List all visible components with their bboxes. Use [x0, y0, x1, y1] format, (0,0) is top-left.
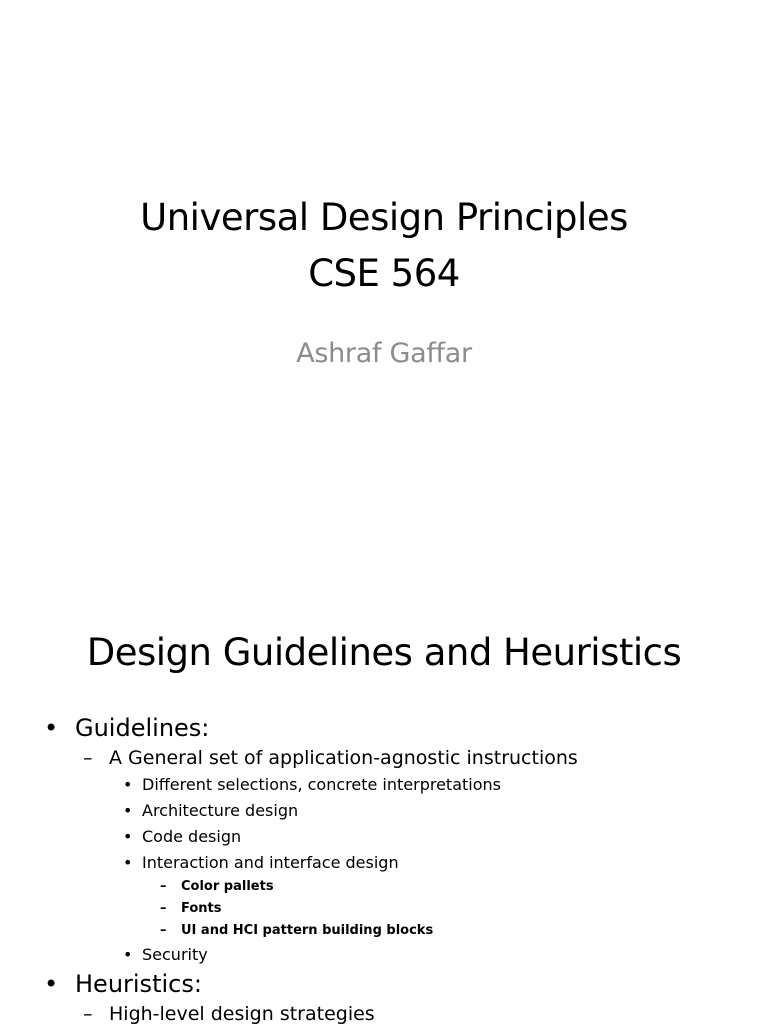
content-slide — [0, 576, 768, 1024]
slide-title: Design Guidelines and Heuristics — [86, 631, 682, 674]
list-item-guidelines — [0, 712, 768, 744]
list-item-label: A General set of application-agnostic instructions — [109, 747, 578, 769]
list-item-label: Interaction and interface design — [142, 853, 399, 872]
list-item-heuristics-definition — [0, 1000, 768, 1024]
bullet-icon: • — [123, 801, 133, 820]
dash-icon: – — [83, 1003, 93, 1024]
dash-icon: – — [83, 747, 93, 769]
bullet-icon: • — [123, 853, 133, 872]
list-item-fonts — [0, 898, 768, 920]
list-item-label: Guidelines: — [75, 714, 210, 742]
list-item-label: High-level design strategies — [109, 1003, 375, 1024]
list-item-label: Architecture design — [142, 801, 299, 820]
dash-icon: – — [160, 901, 167, 916]
list-item-label: Different selections, concrete interpretations — [142, 775, 501, 794]
list-item-security — [0, 942, 768, 968]
list-item-architecture — [0, 798, 768, 824]
list-item-label: Security — [142, 945, 208, 964]
list-item-label: Fonts — [181, 901, 222, 916]
dash-icon: – — [160, 923, 167, 938]
presentation-title-line-1: Universal Design Principles — [140, 196, 628, 239]
bullet-icon: • — [123, 827, 133, 846]
list-item-label: Heuristics: — [75, 970, 202, 998]
list-item-heuristics — [0, 968, 768, 1000]
dash-icon: – — [160, 879, 167, 894]
list-item-label: Color pallets — [181, 879, 274, 894]
list-item-color-pallets — [0, 876, 768, 898]
bullet-icon: • — [44, 714, 59, 742]
list-item-code-design — [0, 824, 768, 850]
list-item-interaction-design — [0, 850, 768, 876]
bullet-list — [0, 712, 768, 1024]
list-item-label: UI and HCI pattern building blocks — [181, 923, 434, 938]
list-item-label: Code design — [142, 827, 242, 846]
list-item-guidelines-definition — [0, 744, 768, 772]
list-item-selections — [0, 772, 768, 798]
bullet-icon: • — [44, 970, 59, 998]
bullet-icon: • — [123, 945, 133, 964]
presentation-title-line-2: CSE 564 — [308, 252, 460, 295]
author-name: Ashraf Gaffar — [296, 338, 472, 369]
bullet-icon: • — [123, 775, 133, 794]
presentation-title — [0, 190, 768, 302]
list-item-ui-patterns — [0, 920, 768, 942]
